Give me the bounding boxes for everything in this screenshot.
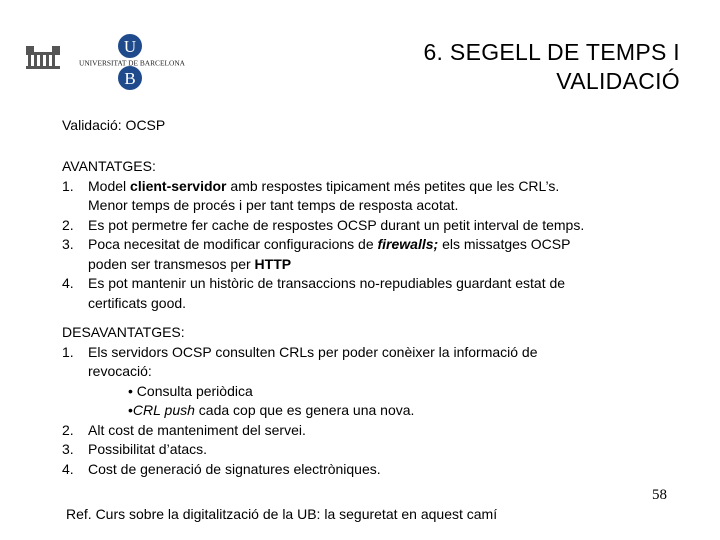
section-subtitle: Validació: OCSP: [62, 117, 166, 133]
advantages-section: [62, 157, 682, 313]
reference-text: Ref. Curs sobre la digitalització de la UB: la seguretat en aquest camí: [66, 506, 498, 522]
disadvantages-section: [62, 323, 682, 479]
list-item: 4. Es pot mantenir un històric de transaccions no-repudiables guardant estat de certificats good.: [62, 275, 566, 311]
institution-name: UNIVERSITAT DE BARCELONA: [78, 58, 186, 68]
list-item: 1. Model client-servidor amb respostes tipicament més petites que les CRL’s. Menor temps de procés i per tant temps de resposta acotat.: [62, 177, 560, 213]
title-line-1: 6. SEGELL DE TEMPS I: [423, 39, 680, 65]
list-item: 2. Es pot permetre fer cache de respostes OCSP durant un petit interval de temps.: [62, 216, 585, 233]
advantages-heading: AVANTATGES:: [62, 158, 156, 174]
university-logo: [24, 30, 194, 92]
title-line-2: VALIDACIÓ: [556, 68, 680, 94]
list-item: 2. Alt cost de manteniment del servei.: [62, 421, 306, 438]
list-item: 4. Cost de generació de signatures electròniques.: [62, 460, 381, 477]
list-item: 3. Possibilitat d’atacs.: [62, 441, 208, 457]
svg-text:U: U: [123, 37, 137, 56]
svg-text:B: B: [124, 69, 136, 88]
disadvantages-list: [62, 343, 682, 480]
disadvantages-heading: DESAVANTATGES:: [62, 324, 185, 340]
slide-title: [320, 38, 680, 96]
sub-item: •CRL push cada cop que es genera una nova.: [128, 402, 415, 418]
university-seal-icon: [24, 30, 194, 92]
building-icon: [26, 46, 60, 69]
advantages-list: [62, 177, 682, 314]
page-number: 58: [652, 487, 667, 503]
list-item: 3. Poca necesitat de modificar configuracions de firewalls; els missatges OCSP poden ser transmesos per HTTP: [62, 236, 571, 272]
list-item: 1. Els servidors OCSP consulten CRLs per poder conèixer la informació de revocació: • Consulta periòdica •CRL push cada cop que es genera una nova.: [62, 343, 682, 421]
sub-item: • Consulta periòdica: [128, 382, 253, 399]
